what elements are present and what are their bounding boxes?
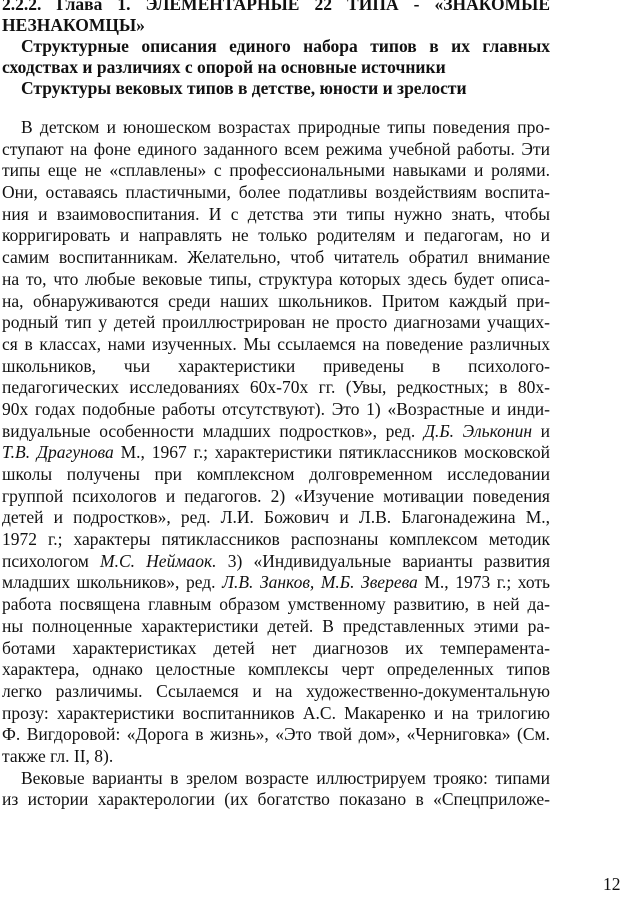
heading-block [2,0,550,99]
text-segment: и [540,420,550,441]
paragraph-line: корригировать и направлять не только родителям и педагогам, но и [2,225,550,246]
paragraph-line: типы еще не «сплавлены» с профессиональными навыками и ролями. [2,160,550,181]
paragraph-line-with-italics [2,442,550,464]
chapter-heading-line-2: НЕЗНАКОМЦЫ» [2,15,145,35]
text-segment: младших школьников», ред. [2,572,216,593]
text-segment: М., 1967 г.; характеристики пятиклассников московской [120,442,550,463]
paragraph-line: 1972 г.; характеры пятиклассников распознаны комплексом методик [2,529,550,550]
paragraph-line-with-italics [2,551,550,573]
paragraph-line: школьников, чьи характеристики приведены в психолого- [2,355,550,376]
chapter-heading-line-1: 2.2.2. Глава 1. ЭЛЕМЕНТАРНЫЕ 22 ТИПА - «ЗНАКОМЫЕ [2,0,550,14]
body-text [2,117,550,811]
paragraph-line: Вековые варианты в зрелом возрасте иллюстрируем трояко: типами [21,767,550,788]
paragraph-line: Они, оставаясь пластичными, более податливы воздействиям воспита- [2,182,550,203]
paragraph-line: Ф. Вигдоровой: «Дорога в жизнь», «Это твой дом», «Черниговка» (См. [2,724,550,745]
paragraph-line: ны полноценные характеристики детей. В представленных этими ра- [2,615,550,636]
paragraph-line: ботами характеристиках детей нет диагнозов их темперамента- [2,637,550,658]
paragraph-line-with-italics [2,421,550,443]
author-neimark: М.С. Неймаок. [100,550,217,571]
paragraph-line-with-italics [2,572,550,594]
text-segment: М., 1973 г.; хоть [424,572,550,593]
subtitle-line-1: Структурные описания единого набора типов в их главных [21,36,550,56]
paragraph-line: работа посвящена главным образом умственному развитию, в ней да- [2,594,550,615]
paragraph-line: легко различимы. Ссылаемся и на художественно-документальную [2,680,550,701]
section-title: Структуры вековых типов в детстве, юности и зрелости [21,78,467,98]
paragraph-line: из истории характерологии (их богатство показано в «Спецприложе- [2,789,550,810]
paragraph-line: В детском и юношеском возрастах природные типы поведения про- [21,117,550,137]
paragraph-line: прозу: характеристики воспитанников А.С. Макаренко и на трилогию [2,702,550,723]
author-zankov: Л.В. Занков, М.Б. Зверева [222,572,418,593]
paragraph-line: детей и подростков», ред. Л.И. Божович и Л.В. Благонадежина М., [2,507,550,528]
paragraph-line: родный тип у детей проиллюстрирован не просто диагнозами учащих- [2,312,550,333]
author-elkonin: Д.Б. Эльконин [423,420,532,441]
subtitle-heading [2,36,550,78]
text-segment: 3) «Индивидуальные варианты развития [227,550,550,571]
paragraph-line: также гл. II, 8). [2,745,114,766]
paragraph-line: педагогических исследованиях 60х-70х гг. (Увы, редкостных; в 80х- [2,377,550,398]
text-segment: видуальные особенности младших подростков», ред. [2,420,416,441]
author-dragunova: Т.В. Драгунова [2,442,114,463]
paragraph-line: на, обнаруживаются среди наших школьников. Притом каждый при- [2,290,550,311]
paragraph-line: группой психологов и педагогов. 2) «Изучение мотивации поведения [2,485,550,506]
chapter-heading [2,0,550,36]
page-number: 12 [603,874,620,894]
paragraph-line: на то, что любые вековые типы, структура которых здесь будет описа- [2,268,550,289]
paragraph-line: ступают на фоне единого заданного всем режима учебной работы. Эти [2,138,550,159]
paragraph-line: школы получены при комплексном долговременном исследовании [2,464,550,484]
paragraph-line: ся в классах, нами изученных. Мы ссылаемся на поведение различных [2,333,550,354]
paragraph-line: ния и взаимовоспитания. И с детства эти типы нужно знать, чтобы [2,203,550,224]
subtitle-line-2: сходствах и различиях с опорой на основные источники [2,57,446,77]
text-segment: психологом [2,550,89,571]
paragraph-line: характера, однако целостные комплексы черт определенных типов [2,659,550,680]
paragraph-line: самим воспитанникам. Желательно, чтоб читатель обратил внимание [2,247,550,268]
paragraph-line: 90х годах подобные работы отсутствуют). Это 1) «Возрастные и инди- [2,398,550,419]
